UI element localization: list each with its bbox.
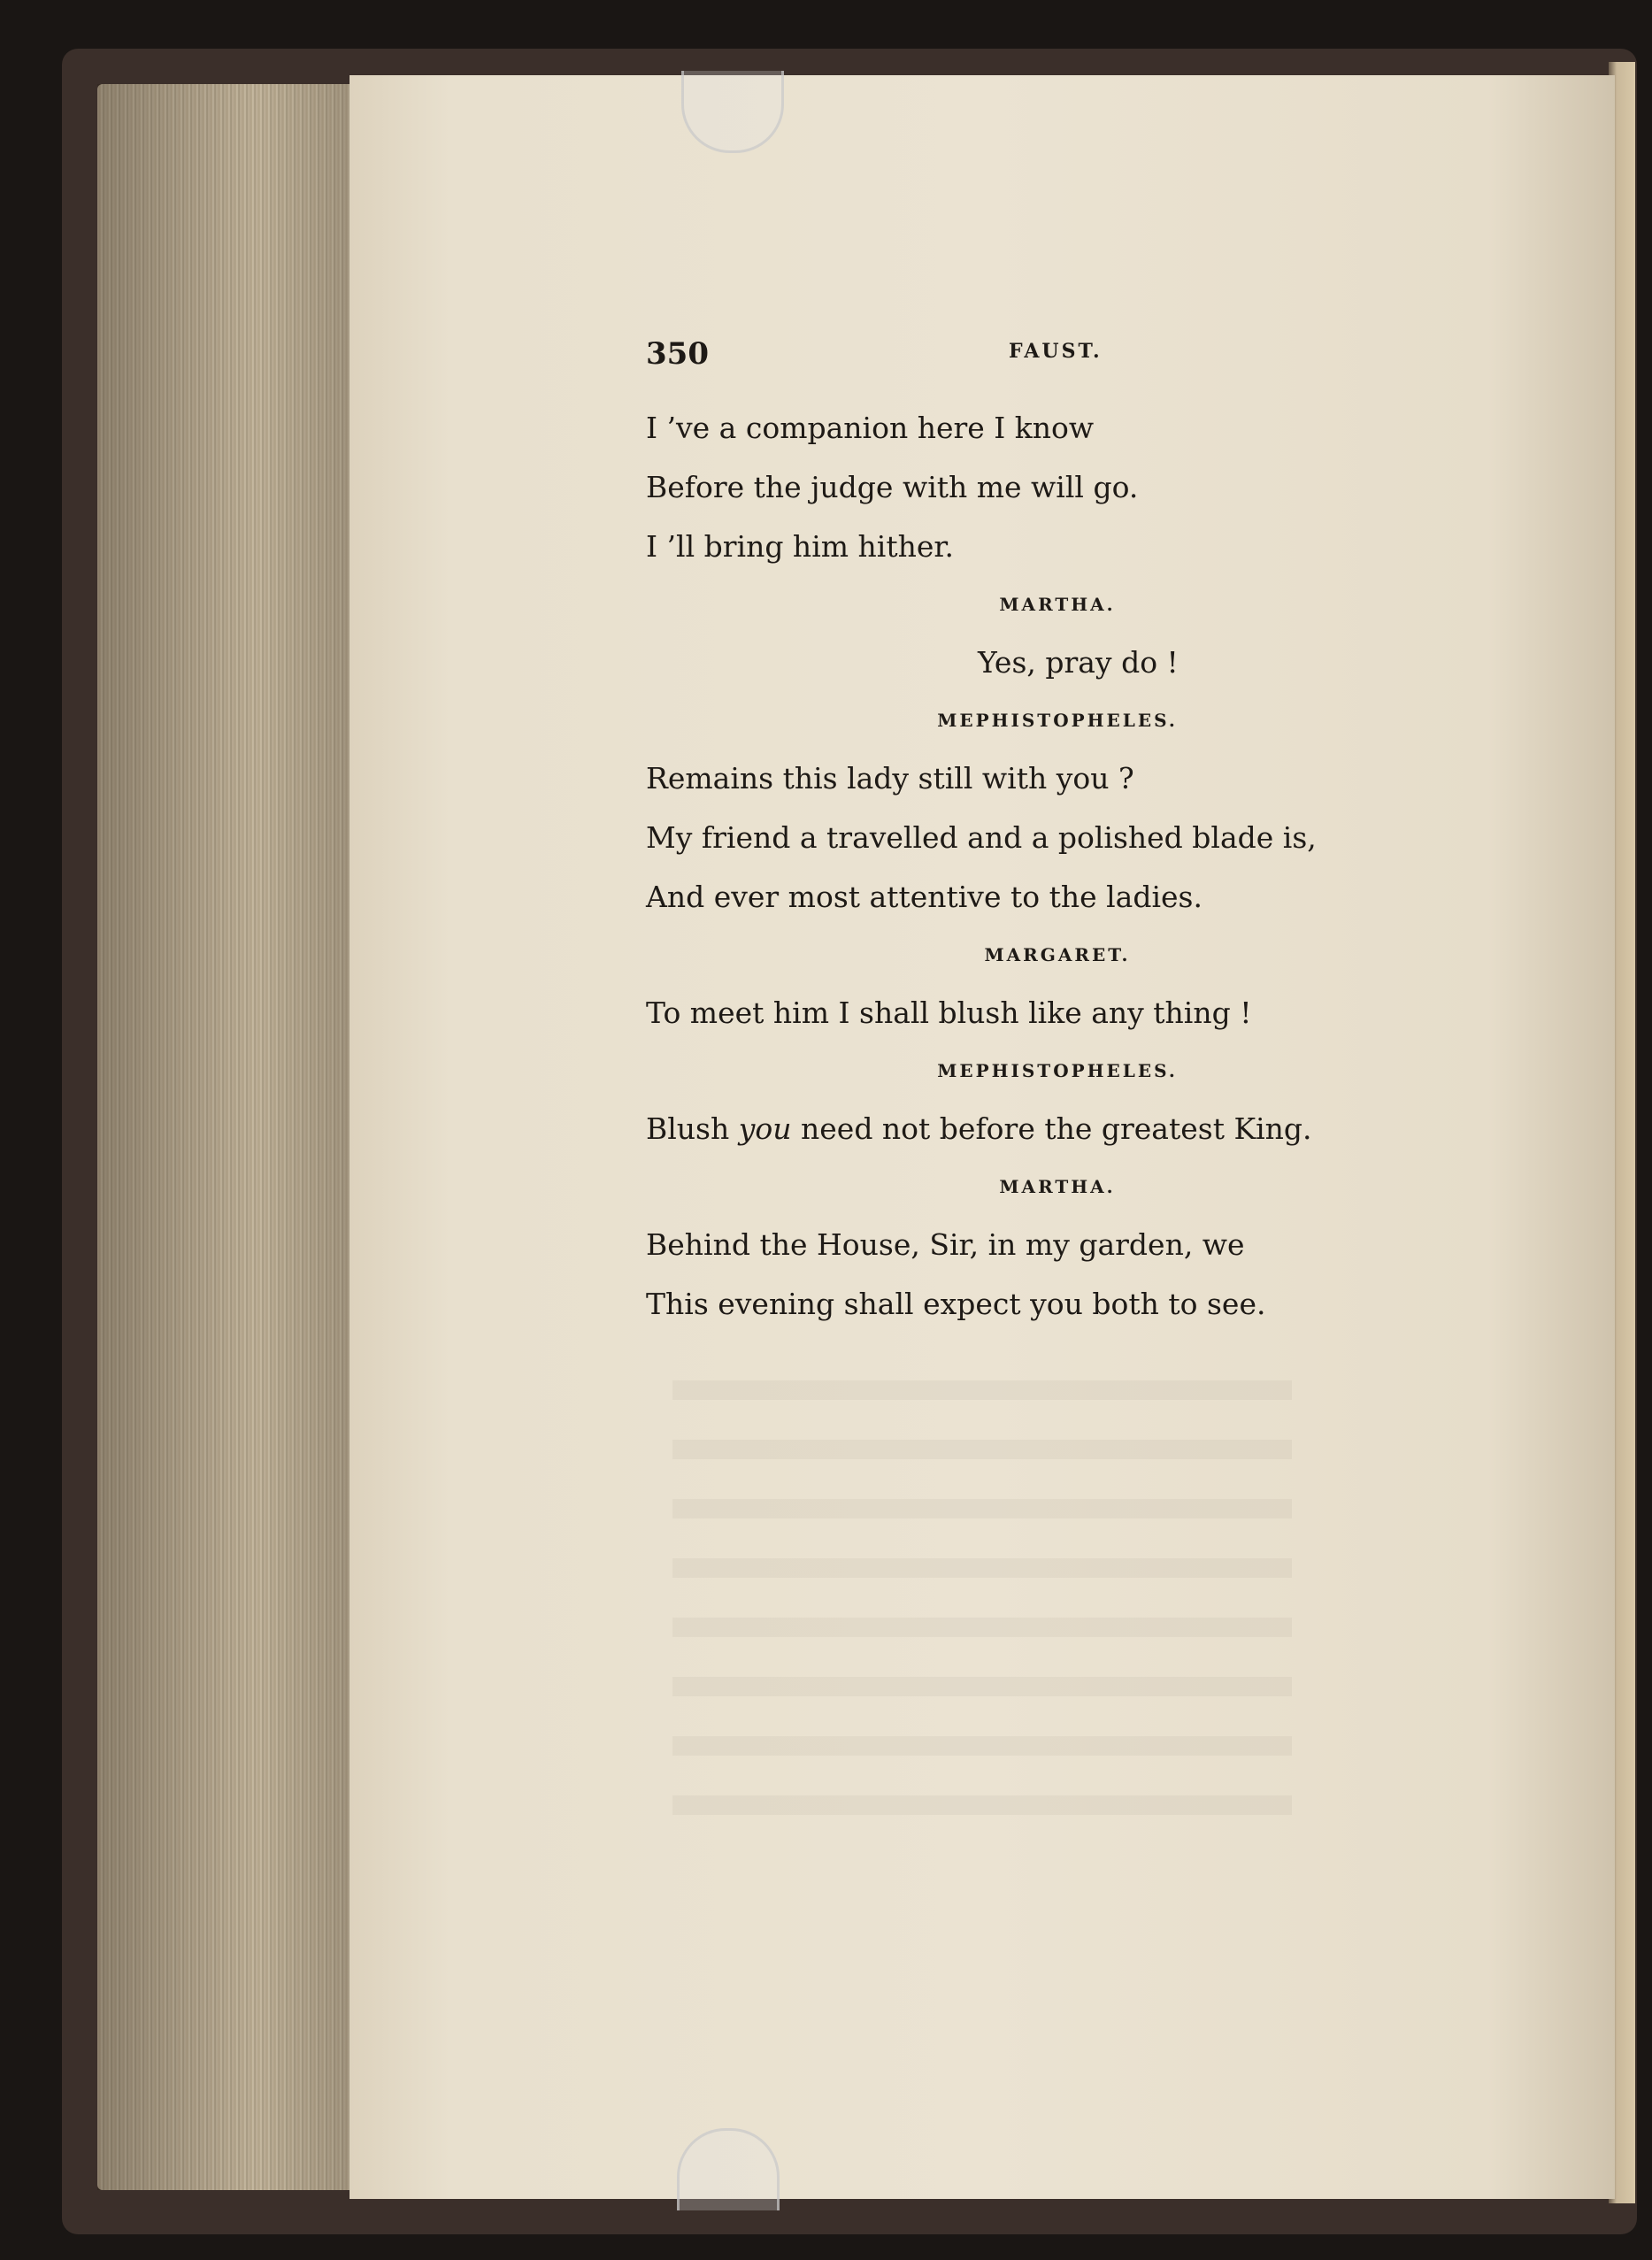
verse-line: My friend a travelled and a polished blade is, — [646, 820, 1317, 855]
verse-fragment: Blush — [646, 1111, 739, 1146]
verse-line-italic — [646, 1099, 1354, 1158]
verse-line: Behind the House, Sir, in my garden, we — [646, 1227, 1245, 1262]
verse-line: And ever most attentive to the ladies. — [646, 880, 1203, 914]
page-stack-shadow — [97, 84, 363, 2190]
speaker-name: MEPHISTOPHELES. — [937, 1060, 1178, 1081]
page-number: 350 — [646, 336, 709, 372]
speaker-name: MARTHA. — [999, 594, 1116, 615]
verse-line: Yes, pray do ! — [978, 645, 1179, 680]
verse-line: Before the judge with me will go. — [646, 470, 1139, 504]
verse-line: Remains this lady still with you ? — [646, 761, 1134, 796]
speaker-name: MEPHISTOPHELES. — [937, 710, 1178, 731]
running-title: FAUST. — [1009, 340, 1103, 363]
page-header — [646, 336, 1354, 398]
verse-line: This evening shall expect you both to see. — [646, 1287, 1266, 1321]
speaker-name: MARGARET. — [984, 944, 1131, 965]
bleed-through-texture — [672, 1380, 1292, 1823]
verse-fragment: need not before the greatest King. — [791, 1111, 1312, 1146]
verse-line: To meet him I shall blush like any thing ! — [646, 995, 1252, 1030]
verse-line: I ’ll bring him hither. — [646, 529, 955, 564]
verse-emphasis: you — [738, 1111, 792, 1146]
bottom-page-clip — [677, 2128, 780, 2210]
page-text — [646, 336, 1354, 1334]
speaker-name: MARTHA. — [999, 1176, 1116, 1197]
verse-line: I ’ve a companion here I know — [646, 411, 1095, 445]
